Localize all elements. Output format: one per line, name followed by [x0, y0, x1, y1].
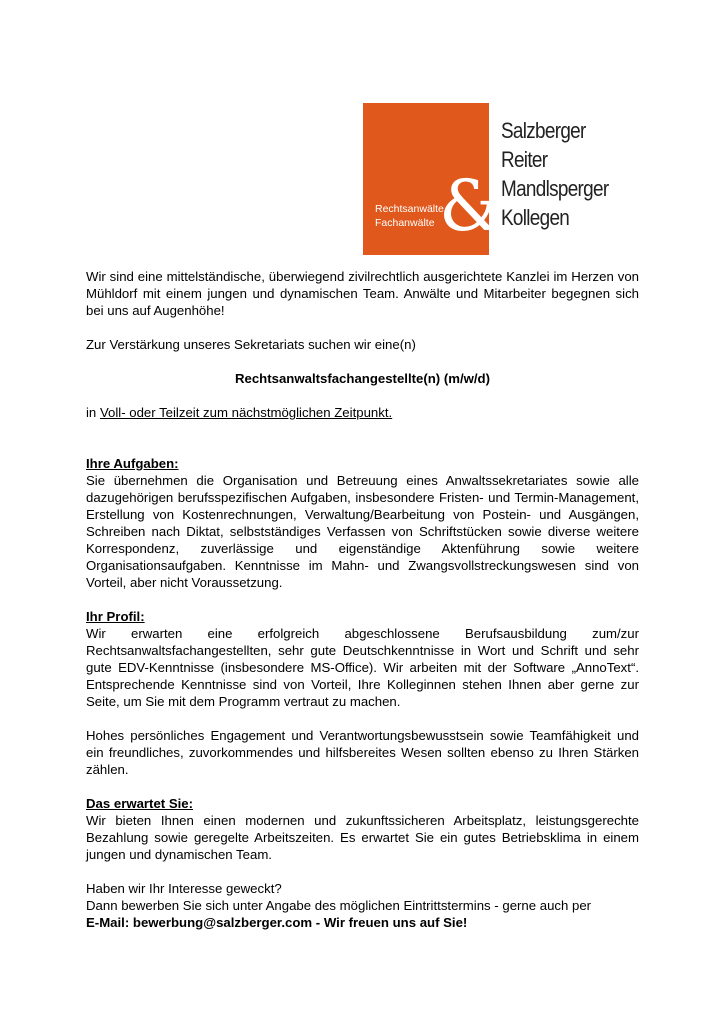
logo-name: Mandlsperger [501, 176, 609, 201]
firm-logo [363, 103, 628, 255]
job-posting-body [86, 268, 639, 931]
job-title: Rechtsanwaltsfachangestellte(n) (m/w/d) [234, 371, 490, 386]
profile-heading: Ihr Profil: [86, 609, 145, 624]
logo-ampersand: & [439, 165, 502, 247]
logo-orange-box [363, 103, 502, 255]
logo-name: Salzberger [501, 118, 586, 143]
employment-line [86, 404, 639, 421]
closing-instruction: Dann bewerben Sie sich unter Angabe des möglichen Eintrittstermins - gerne auch per [86, 898, 592, 913]
closing-email: E-Mail: bewerbung@salzberger.com - Wir freuen uns auf Sie! [86, 915, 468, 930]
profile-text: Wir erwarten eine erfolgreich abgeschlossene Berufsausbildung zum/zur Rechtsanwaltsfachangestellten, sehr gute Deutschkenntnisse in Wort und Schrift und sehr gute EDV-Kenntnisse (insbesondere MS-Office). Wir arbeiten mit der Software „AnnoText“. Entsprechende Kenntnisse sind von Vorteil, Ihre Kolleginnen stehen Ihnen aber gerne zur Seite, um Sie mit dem Programm vertraut zu machen. [86, 626, 639, 709]
employment-prefix: in [86, 405, 100, 420]
employment-terms: Voll- oder Teilzeit zum nächstmöglichen Zeitpunkt. [99, 405, 393, 420]
intro-paragraph: Wir sind eine mittelständische, überwiegend zivilrechtlich ausgerichtete Kanzlei im Herzen von Mühldorf mit einem jungen und dynamischen Team. Anwälte und Mitarbeiter begegnen sich bei uns auf Augenhöhe! [86, 269, 639, 318]
logo-subtitle-line: Fachanwälte [375, 217, 435, 229]
closing-question: Haben wir Ihr Interesse geweckt? [86, 881, 282, 896]
offer-text: Wir bieten Ihnen einen modernen und zukunftssicheren Arbeitsplatz, leistungsgerechte Bezahlung sowie geregelte Arbeitszeiten. Es erwartet Sie ein gutes Betriebsklima in einem jungen und dynamischen Team. [86, 813, 639, 862]
logo-subtitle [375, 202, 444, 230]
logo-subtitle-line: Rechtsanwälte [375, 203, 444, 215]
search-line: Zur Verstärkung unseres Sekretariats suchen wir eine(n) [86, 337, 416, 352]
tasks-heading: Ihre Aufgaben: [86, 456, 179, 471]
logo-name: Kollegen [501, 205, 570, 230]
logo-firm-names [501, 116, 611, 232]
logo-name: Reiter [501, 147, 548, 172]
profile-text-2: Hohes persönliches Engagement und Verantwortungsbewusstsein sowie Teamfähigkeit und ein freundliches, zuvorkommendes und hilfsbereites Wesen sollten ebenso zu Ihren Stärken zählen. [86, 728, 639, 777]
offer-heading: Das erwartet Sie: [86, 796, 194, 811]
tasks-text: Sie übernehmen die Organisation und Betreuung eines Anwaltssekretariates sowie alle dazugehörigen berufsspezifischen Aufgaben, insbesondere Fristen- und Termin-Management, Erstellung von Kostenrechnungen, Verwaltung/Bearbeitung von Postein- und Ausgängen, Schreiben nach Diktat, selbstständiges Verfassen von Schriftstücken sowie diverse weitere Korrespondenz, zuverlässige und eigenständige Aktenführung sowie weitere Organisationsaufgaben. Kenntnisse im Mahn- und Zwangsvollstreckungswesen sind von Vorteil, aber nicht Voraussetzung. [86, 473, 639, 590]
